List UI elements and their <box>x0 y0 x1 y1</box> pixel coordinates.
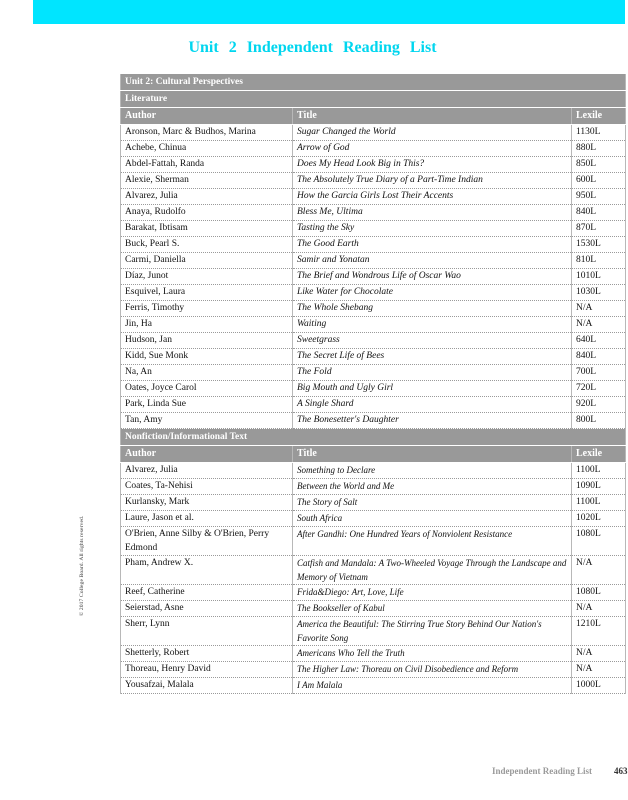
cell-lexile: 640L <box>572 333 626 349</box>
cell-lexile: 880L <box>572 141 626 157</box>
table-row <box>121 173 626 189</box>
cell-title: Tasting the Sky <box>293 221 572 237</box>
table-row <box>121 269 626 285</box>
unit-title: Unit 2: Cultural Perspectives <box>121 74 626 91</box>
cell-lexile: N/A <box>572 301 626 317</box>
cell-lexile: 870L <box>572 221 626 237</box>
footer-label: Independent Reading List <box>492 766 593 776</box>
table-row <box>121 141 626 157</box>
cell-title: Sweetgrass <box>293 333 572 349</box>
page-heading: Unit 2 Independent Reading List <box>188 39 437 56</box>
table-row <box>121 646 626 662</box>
table-row <box>121 678 626 694</box>
cell-title: South Africa <box>293 511 572 527</box>
cell-author: Coates, Ta-Nehisi <box>121 479 293 495</box>
table-row <box>121 125 626 141</box>
cell-title: Americans Who Tell the Truth <box>293 646 572 662</box>
table-row <box>121 349 626 365</box>
cell-title: Arrow of God <box>293 141 572 157</box>
cell-title: The Bookseller of Kabul <box>293 601 572 617</box>
cell-title: Samir and Yonatan <box>293 253 572 269</box>
cell-lexile: 800L <box>572 413 626 429</box>
cell-lexile: 700L <box>572 365 626 381</box>
cell-author: Sherr, Lynn <box>121 617 293 646</box>
cell-author: Kurlansky, Mark <box>121 495 293 511</box>
cell-title: A Single Shard <box>293 397 572 413</box>
cell-lexile: 1030L <box>572 285 626 301</box>
cell-author: Laure, Jason et al. <box>121 511 293 527</box>
cell-title: Catfish and Mandala: A Two-Wheeled Voyage Through the Landscape and Memory of Vietnam <box>293 556 572 585</box>
column-header-row <box>121 108 626 125</box>
table-row <box>121 585 626 601</box>
table-row <box>121 617 626 646</box>
cell-lexile: 1100L <box>572 495 626 511</box>
unit-title-row <box>121 74 626 91</box>
column-header-author: Author <box>121 446 293 463</box>
table-row <box>121 527 626 556</box>
cell-author: Barakat, Ibtisam <box>121 221 293 237</box>
cell-lexile: 1020L <box>572 511 626 527</box>
cell-author: Buck, Pearl S. <box>121 237 293 253</box>
cell-author: Aronson, Marc & Budhos, Marina <box>121 125 293 141</box>
cell-lexile: 1080L <box>572 527 626 556</box>
table-row <box>121 381 626 397</box>
cell-author: Tan, Amy <box>121 413 293 429</box>
table-row <box>121 495 626 511</box>
cell-title: The Fold <box>293 365 572 381</box>
cell-lexile: 840L <box>572 349 626 365</box>
table-row <box>121 556 626 585</box>
cell-lexile: 1010L <box>572 269 626 285</box>
cell-author: Achebe, Chinua <box>121 141 293 157</box>
cell-lexile: 1080L <box>572 585 626 601</box>
cell-author: Carmi, Daniella <box>121 253 293 269</box>
cell-author: Abdel-Fattah, Randa <box>121 157 293 173</box>
cell-lexile: N/A <box>572 662 626 678</box>
cell-title: The Whole Shebang <box>293 301 572 317</box>
cell-title: Between the World and Me <box>293 479 572 495</box>
table-row <box>121 301 626 317</box>
table-row <box>121 221 626 237</box>
top-color-bar <box>33 0 625 24</box>
table-row <box>121 511 626 527</box>
copyright-text: © 2017 College Board. All rights reserved. <box>79 515 85 616</box>
column-header-row <box>121 446 626 463</box>
cell-author: Shetterly, Robert <box>121 646 293 662</box>
reading-list-table <box>120 74 626 694</box>
cell-title: How the Garcia Girls Lost Their Accents <box>293 189 572 205</box>
cell-lexile: 1130L <box>572 125 626 141</box>
section-header-row <box>121 429 626 446</box>
cell-lexile: 1530L <box>572 237 626 253</box>
cell-author: Jin, Ha <box>121 317 293 333</box>
cell-lexile: 1090L <box>572 479 626 495</box>
cell-title: Something to Declare <box>293 463 572 479</box>
cell-title: Does My Head Look Big in This? <box>293 157 572 173</box>
table-row <box>121 365 626 381</box>
cell-title: The Absolutely True Diary of a Part-Time Indian <box>293 173 572 189</box>
table-row <box>121 333 626 349</box>
table-row <box>121 413 626 429</box>
cell-title: Bless Me, Ultima <box>293 205 572 221</box>
cell-title: Frida&Diego: Art, Love, Life <box>293 585 572 601</box>
cell-title: Waiting <box>293 317 572 333</box>
cell-author: Anaya, Rudolfo <box>121 205 293 221</box>
cell-title: The Good Earth <box>293 237 572 253</box>
cell-lexile: 840L <box>572 205 626 221</box>
cell-author: Kidd, Sue Monk <box>121 349 293 365</box>
cell-lexile: 950L <box>572 189 626 205</box>
cell-title: The Bonesetter's Daughter <box>293 413 572 429</box>
cell-title: After Gandhi: One Hundred Years of Nonviolent Resistance <box>293 527 572 556</box>
table-row <box>121 479 626 495</box>
cell-lexile: 850L <box>572 157 626 173</box>
page-number: 463 <box>614 766 628 776</box>
section-title: Nonfiction/Informational Text <box>121 429 626 446</box>
cell-author: Hudson, Jan <box>121 333 293 349</box>
cell-author: Park, Linda Sue <box>121 397 293 413</box>
cell-title: The Brief and Wondrous Life of Oscar Wao <box>293 269 572 285</box>
cell-title: Big Mouth and Ugly Girl <box>293 381 572 397</box>
section-header-row <box>121 91 626 108</box>
reading-list-body <box>121 74 626 694</box>
cell-title: America the Beautiful: The Stirring True Story Behind Our Nation's Favorite Song <box>293 617 572 646</box>
cell-title: The Story of Salt <box>293 495 572 511</box>
cell-author: Yousafzai, Malala <box>121 678 293 694</box>
cell-lexile: N/A <box>572 601 626 617</box>
table-row <box>121 662 626 678</box>
table-row <box>121 253 626 269</box>
cell-title: I Am Malala <box>293 678 572 694</box>
cell-lexile: 810L <box>572 253 626 269</box>
table-row <box>121 237 626 253</box>
column-header-lexile: Lexile <box>572 446 626 463</box>
cell-lexile: 1210L <box>572 617 626 646</box>
cell-author: Alexie, Sherman <box>121 173 293 189</box>
section-title: Literature <box>121 91 626 108</box>
cell-author: O'Brien, Anne Silby & O'Brien, Perry Edmond <box>121 527 293 556</box>
cell-title: The Secret Life of Bees <box>293 349 572 365</box>
cell-lexile: 1100L <box>572 463 626 479</box>
cell-author: Díaz, Junot <box>121 269 293 285</box>
column-header-title: Title <box>293 446 572 463</box>
cell-author: Pham, Andrew X. <box>121 556 293 585</box>
cell-author: Na, An <box>121 365 293 381</box>
cell-author: Alvarez, Julia <box>121 189 293 205</box>
column-header-lexile: Lexile <box>572 108 626 125</box>
table-row <box>121 317 626 333</box>
table-row <box>121 157 626 173</box>
table-row <box>121 285 626 301</box>
cell-lexile: N/A <box>572 556 626 585</box>
cell-lexile: N/A <box>572 646 626 662</box>
cell-author: Ferris, Timothy <box>121 301 293 317</box>
cell-title: Like Water for Chocolate <box>293 285 572 301</box>
table-row <box>121 463 626 479</box>
cell-author: Seierstad, Asne <box>121 601 293 617</box>
cell-author: Reef, Catherine <box>121 585 293 601</box>
cell-lexile: N/A <box>572 317 626 333</box>
cell-author: Oates, Joyce Carol <box>121 381 293 397</box>
cell-author: Thoreau, Henry David <box>121 662 293 678</box>
cell-author: Esquivel, Laura <box>121 285 293 301</box>
cell-lexile: 720L <box>572 381 626 397</box>
cell-title: Sugar Changed the World <box>293 125 572 141</box>
table-row <box>121 205 626 221</box>
cell-lexile: 600L <box>572 173 626 189</box>
cell-author: Alvarez, Julia <box>121 463 293 479</box>
table-row <box>121 601 626 617</box>
table-row <box>121 189 626 205</box>
column-header-title: Title <box>293 108 572 125</box>
table-row <box>121 397 626 413</box>
column-header-author: Author <box>121 108 293 125</box>
cell-lexile: 1000L <box>572 678 626 694</box>
cell-lexile: 920L <box>572 397 626 413</box>
cell-title: The Higher Law: Thoreau on Civil Disobedience and Reform <box>293 662 572 678</box>
